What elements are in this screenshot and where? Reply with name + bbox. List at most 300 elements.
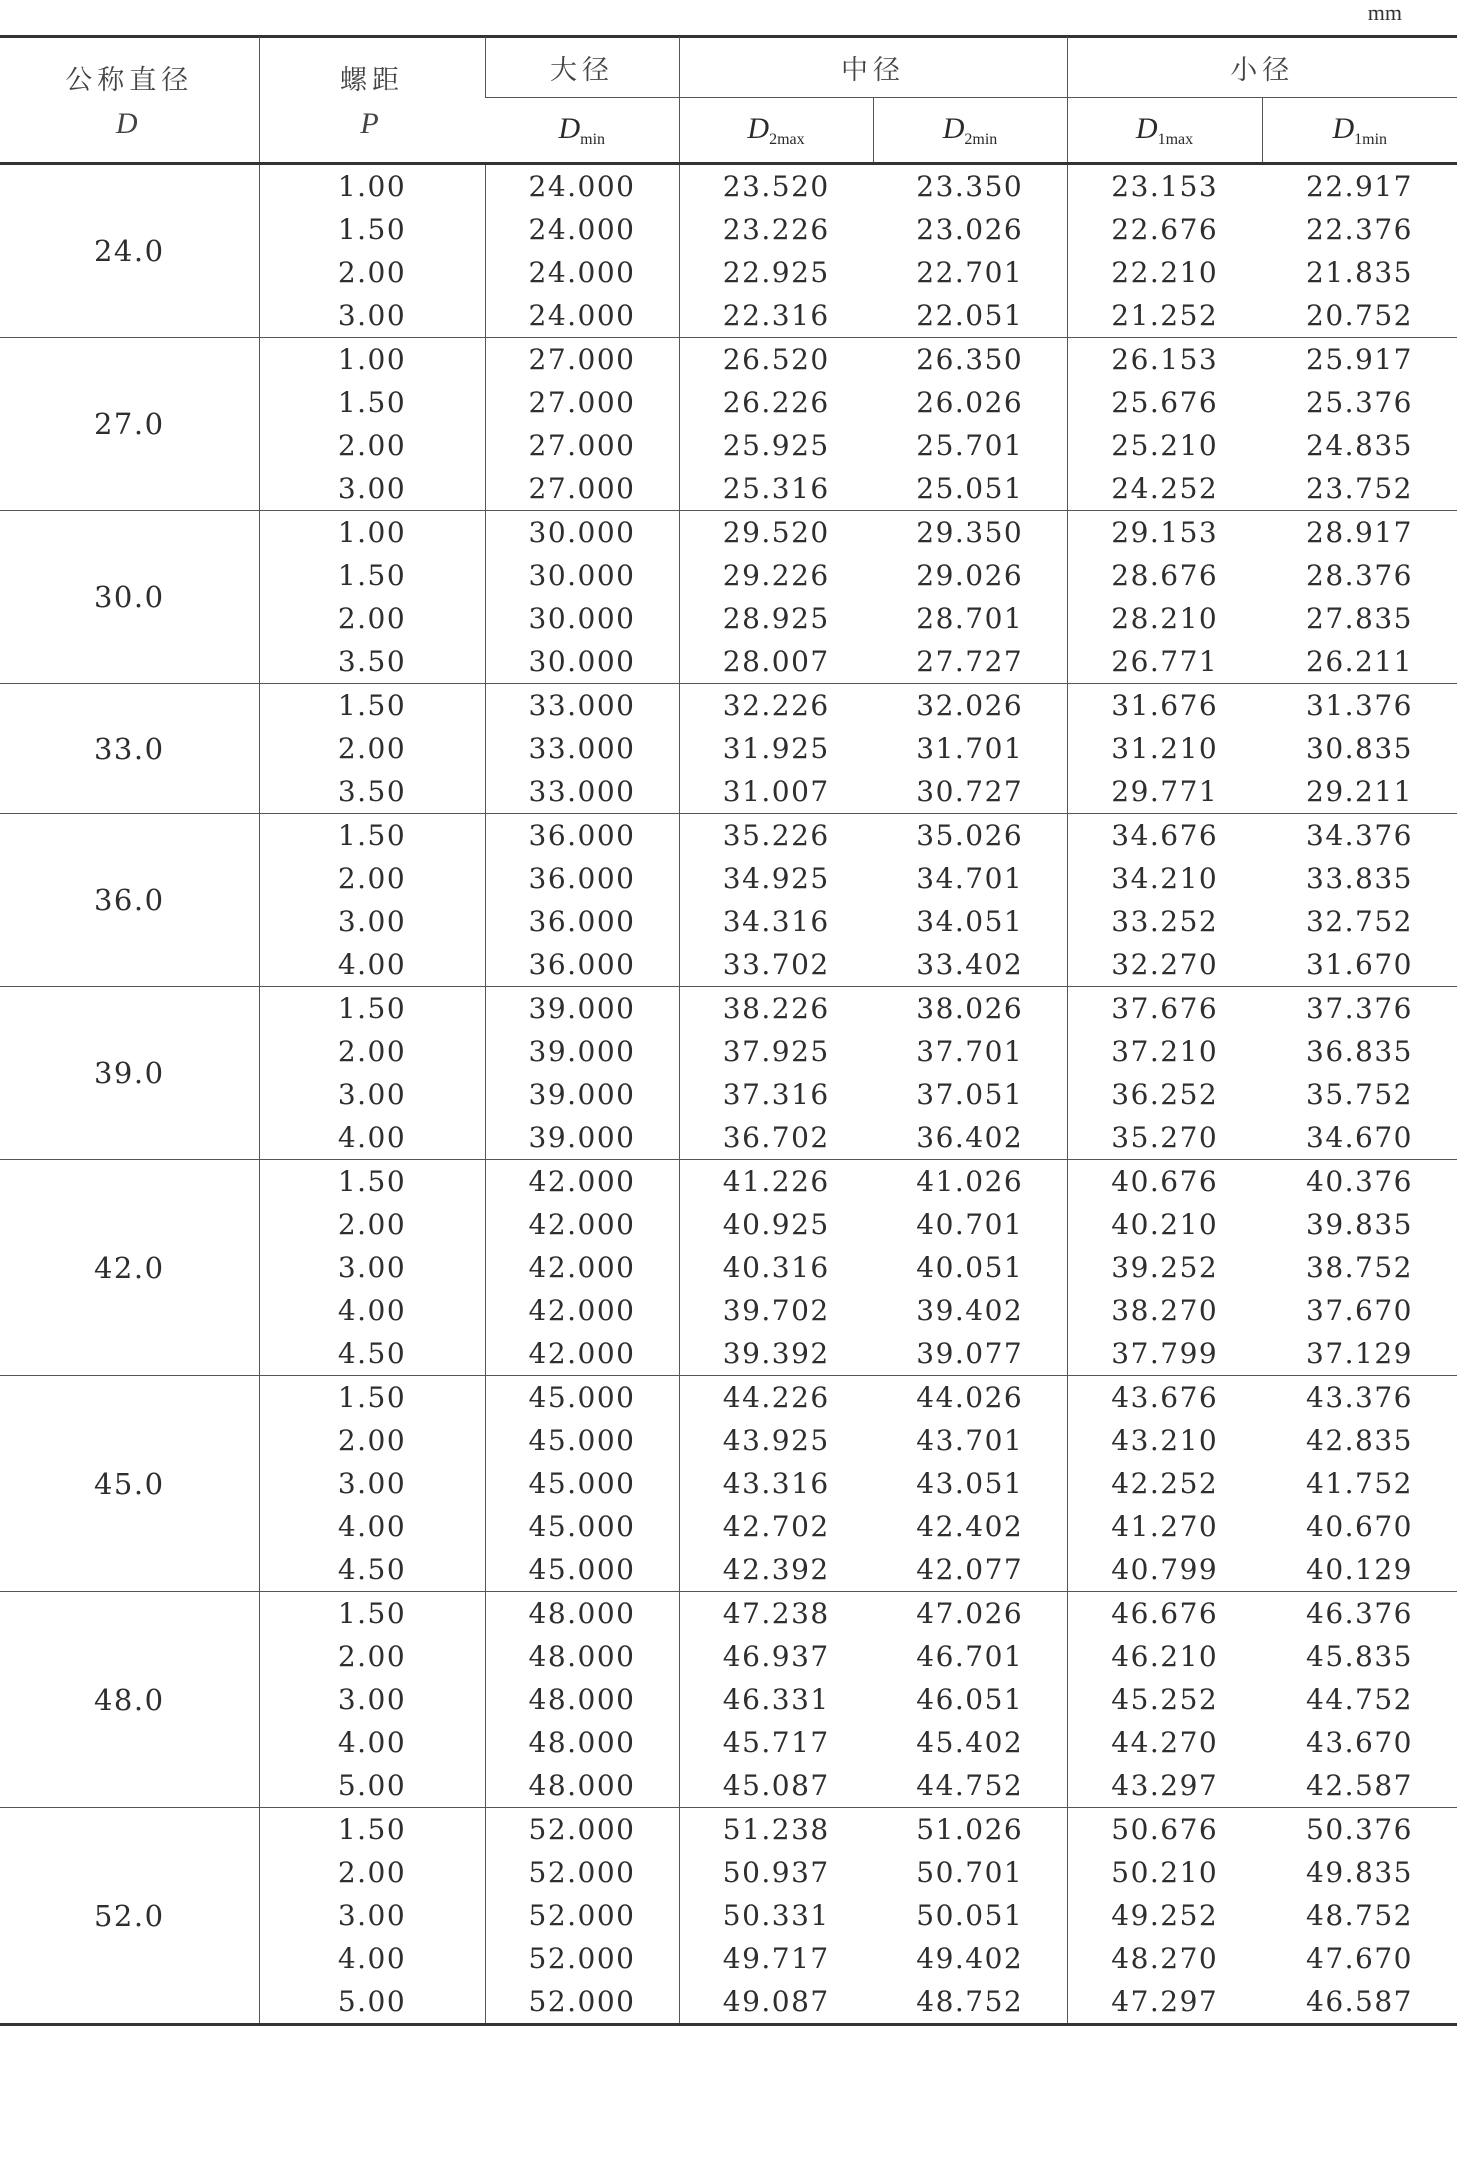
pitch-dia-max-cell: 42.702 [722,1510,830,1543]
thread-dimension-table [0,37,1457,2026]
pitch-cell: 4.50 [259,1332,485,1376]
minor-min-cell: 42.835 [1306,1424,1413,1457]
pitch-cell: 4.00 [259,1289,485,1332]
pitch-dia-max-cell: 23.520 [722,170,830,203]
pitch-dia-max-cell: 45.087 [722,1769,830,1802]
diameter-group [0,511,1457,684]
pitch-dia-max-cell: 33.702 [722,948,830,981]
nominal-diameter-cell: 30.0 [0,511,259,684]
diameter-group [0,338,1457,511]
minor-max-cell: 40.799 [1111,1553,1219,1586]
header-pitch-label: 螺距 [340,65,404,96]
pitch-dia-min-cell: 40.051 [873,1246,1067,1289]
minor-min-cell: 28.917 [1306,516,1413,549]
pitch-dia-min-cell: 37.051 [873,1073,1067,1116]
table-row [0,164,1457,209]
pitch-dia-min-cell: 43.051 [873,1462,1067,1505]
pitch-cell: 5.00 [259,1980,485,2025]
minor-min-cell: 43.670 [1306,1726,1413,1759]
table-row [0,684,1457,728]
pitch-cell: 1.50 [259,1376,485,1420]
pitch-dia-min-cell: 34.051 [873,900,1067,943]
major-min-cell: 48.000 [485,1721,679,1764]
major-min-cell: 30.000 [485,511,679,555]
pitch-dia-min-cell: 23.026 [873,208,1067,251]
major-min-cell: 30.000 [485,554,679,597]
minor-max-cell: 50.676 [1111,1813,1219,1846]
minor-max-cell: 29.153 [1111,516,1219,549]
major-min-cell: 27.000 [485,467,679,511]
header-d1min: $D_{1min}$ [1262,98,1457,164]
table-row [0,1592,1457,1636]
header-d1max: $D_{1max}$ [1067,98,1262,164]
minor-min-cell: 29.211 [1306,775,1413,808]
pitch-cell: 1.00 [259,511,485,555]
minor-max-cell: 21.252 [1111,299,1219,332]
pitch-dia-max-cell: 22.925 [722,256,830,289]
pitch-dia-max-cell: 51.238 [722,1813,830,1846]
nominal-diameter-cell: 33.0 [0,684,259,814]
minor-min-cell: 31.670 [1306,948,1413,981]
major-min-cell: 27.000 [485,338,679,382]
pitch-cell: 1.50 [259,1160,485,1204]
pitch-dia-min-cell: 48.752 [873,1980,1067,2025]
pitch-dia-max-cell: 39.392 [722,1337,830,1370]
pitch-dia-max-cell: 49.717 [722,1942,830,1975]
minor-min-cell: 34.670 [1306,1121,1413,1154]
minor-max-cell: 37.676 [1111,992,1219,1025]
minor-max-cell: 44.270 [1111,1726,1219,1759]
minor-min-cell: 37.670 [1306,1294,1413,1327]
minor-max-cell: 31.210 [1111,732,1219,765]
minor-max-cell: 25.210 [1111,429,1219,462]
minor-min-cell: 46.587 [1306,1985,1413,2018]
pitch-cell: 3.00 [259,1462,485,1505]
pitch-dia-max-cell: 31.925 [722,732,830,765]
pitch-dia-max-cell: 44.226 [722,1381,830,1414]
major-min-cell: 30.000 [485,640,679,684]
pitch-dia-min-cell: 40.701 [873,1203,1067,1246]
minor-max-cell: 22.210 [1111,256,1219,289]
pitch-cell: 3.00 [259,1246,485,1289]
major-min-cell: 45.000 [485,1505,679,1548]
pitch-cell: 2.00 [259,727,485,770]
pitch-dia-min-cell: 27.727 [873,640,1067,684]
pitch-dia-min-cell: 26.350 [873,338,1067,382]
pitch-dia-max-cell: 25.925 [722,429,830,462]
pitch-cell: 2.00 [259,1203,485,1246]
minor-max-cell: 23.153 [1111,170,1219,203]
major-min-cell: 52.000 [485,1894,679,1937]
major-min-cell: 52.000 [485,1937,679,1980]
minor-max-cell: 49.252 [1111,1899,1219,1932]
major-min-cell: 24.000 [485,208,679,251]
pitch-dia-min-cell: 44.752 [873,1764,1067,1808]
minor-max-cell: 39.252 [1111,1251,1219,1284]
minor-min-cell: 21.835 [1306,256,1413,289]
minor-min-cell: 22.917 [1306,170,1413,203]
pitch-dia-max-cell: 29.226 [722,559,830,592]
pitch-cell: 1.50 [259,1808,485,1852]
pitch-dia-min-cell: 28.701 [873,597,1067,640]
pitch-cell: 2.00 [259,251,485,294]
major-min-cell: 42.000 [485,1203,679,1246]
pitch-dia-max-cell: 43.316 [722,1467,830,1500]
pitch-cell: 3.00 [259,1073,485,1116]
major-min-cell: 27.000 [485,381,679,424]
pitch-dia-min-cell: 39.077 [873,1332,1067,1376]
pitch-cell: 2.00 [259,857,485,900]
pitch-dia-max-cell: 26.520 [722,343,830,376]
major-min-cell: 48.000 [485,1592,679,1636]
header-pitch-diameter: 中径 [679,37,1067,98]
pitch-dia-min-cell: 23.350 [873,164,1067,209]
minor-max-cell: 26.771 [1111,645,1219,678]
minor-min-cell: 46.376 [1306,1597,1413,1630]
pitch-dia-min-cell: 51.026 [873,1808,1067,1852]
minor-min-cell: 47.670 [1306,1942,1413,1975]
minor-min-cell: 30.835 [1306,732,1413,765]
minor-max-cell: 31.676 [1111,689,1219,722]
pitch-dia-max-cell: 35.226 [722,819,830,852]
minor-max-cell: 28.210 [1111,602,1219,635]
minor-max-cell: 29.771 [1111,775,1219,808]
major-min-cell: 48.000 [485,1764,679,1808]
minor-max-cell: 46.676 [1111,1597,1219,1630]
minor-max-cell: 42.252 [1111,1467,1219,1500]
table-row [0,814,1457,858]
major-min-cell: 42.000 [485,1160,679,1204]
pitch-cell: 1.50 [259,684,485,728]
major-min-cell: 52.000 [485,1980,679,2025]
nominal-diameter-cell: 52.0 [0,1808,259,2025]
minor-max-cell: 38.270 [1111,1294,1219,1327]
minor-min-cell: 35.752 [1306,1078,1413,1111]
header-nominal-diameter [0,37,259,164]
minor-max-cell: 35.270 [1111,1121,1219,1154]
minor-min-cell: 40.129 [1306,1553,1413,1586]
pitch-dia-max-cell: 22.316 [722,299,830,332]
pitch-dia-min-cell: 39.402 [873,1289,1067,1332]
major-min-cell: 42.000 [485,1246,679,1289]
minor-min-cell: 26.211 [1306,645,1413,678]
minor-max-cell: 24.252 [1111,472,1219,505]
pitch-cell: 4.50 [259,1548,485,1592]
minor-max-cell: 33.252 [1111,905,1219,938]
table-row [0,987,1457,1031]
major-min-cell: 27.000 [485,424,679,467]
pitch-cell: 1.00 [259,164,485,209]
minor-min-cell: 25.917 [1306,343,1413,376]
major-min-cell: 52.000 [485,1851,679,1894]
pitch-cell: 1.50 [259,381,485,424]
pitch-dia-min-cell: 38.026 [873,987,1067,1031]
minor-min-cell: 48.752 [1306,1899,1413,1932]
nominal-diameter-cell: 42.0 [0,1160,259,1376]
pitch-dia-min-cell: 50.701 [873,1851,1067,1894]
minor-max-cell: 34.676 [1111,819,1219,852]
nominal-diameter-cell: 39.0 [0,987,259,1160]
pitch-dia-max-cell: 42.392 [722,1553,830,1586]
header-d2max: $D_{2max}$ [679,98,873,164]
diameter-group [0,1808,1457,2025]
header-nominal-symbol: D [115,107,143,140]
major-min-cell: 45.000 [485,1419,679,1462]
pitch-dia-max-cell: 46.331 [722,1683,830,1716]
pitch-dia-min-cell: 46.701 [873,1635,1067,1678]
minor-max-cell: 46.210 [1111,1640,1219,1673]
pitch-dia-max-cell: 49.087 [722,1985,830,2018]
minor-min-cell: 28.376 [1306,559,1413,592]
minor-min-cell: 38.752 [1306,1251,1413,1284]
major-min-cell: 36.000 [485,857,679,900]
nominal-diameter-cell: 45.0 [0,1376,259,1592]
major-min-cell: 39.000 [485,1116,679,1160]
minor-max-cell: 48.270 [1111,1942,1219,1975]
table-header [0,37,1457,164]
pitch-cell: 4.00 [259,1505,485,1548]
minor-max-cell: 32.270 [1111,948,1219,981]
minor-min-cell: 36.835 [1306,1035,1413,1068]
table-row [0,1160,1457,1204]
major-min-cell: 30.000 [485,597,679,640]
major-min-cell: 24.000 [485,251,679,294]
pitch-cell: 1.50 [259,208,485,251]
pitch-dia-max-cell: 47.238 [722,1597,830,1630]
major-min-cell: 52.000 [485,1808,679,1852]
pitch-cell: 3.00 [259,1678,485,1721]
pitch-cell: 2.00 [259,424,485,467]
pitch-dia-max-cell: 36.702 [722,1121,830,1154]
header-pitch [259,37,485,164]
pitch-dia-min-cell: 46.051 [873,1678,1067,1721]
minor-min-cell: 42.587 [1306,1769,1413,1802]
minor-max-cell: 43.210 [1111,1424,1219,1457]
pitch-dia-min-cell: 37.701 [873,1030,1067,1073]
major-min-cell: 45.000 [485,1376,679,1420]
pitch-dia-max-cell: 50.937 [722,1856,830,1889]
minor-max-cell: 41.270 [1111,1510,1219,1543]
pitch-dia-min-cell: 49.402 [873,1937,1067,1980]
pitch-cell: 4.00 [259,1937,485,1980]
pitch-dia-max-cell: 37.925 [722,1035,830,1068]
pitch-dia-max-cell: 40.316 [722,1251,830,1284]
unit-label: mm [1367,0,1402,25]
minor-max-cell: 37.210 [1111,1035,1219,1068]
table-row [0,338,1457,382]
minor-min-cell: 45.835 [1306,1640,1413,1673]
pitch-dia-min-cell: 22.051 [873,294,1067,338]
pitch-dia-min-cell: 25.051 [873,467,1067,511]
minor-min-cell: 23.752 [1306,472,1413,505]
pitch-cell: 3.00 [259,467,485,511]
major-min-cell: 24.000 [485,164,679,209]
nominal-diameter-cell: 24.0 [0,164,259,338]
pitch-cell: 3.00 [259,900,485,943]
pitch-cell: 2.00 [259,1419,485,1462]
nominal-diameter-cell: 36.0 [0,814,259,987]
pitch-cell: 4.00 [259,1721,485,1764]
pitch-dia-min-cell: 41.026 [873,1160,1067,1204]
minor-min-cell: 25.376 [1306,386,1413,419]
pitch-dia-max-cell: 39.702 [722,1294,830,1327]
pitch-dia-max-cell: 23.226 [722,213,830,246]
pitch-dia-max-cell: 50.331 [722,1899,830,1932]
major-min-cell: 45.000 [485,1548,679,1592]
pitch-dia-min-cell: 32.026 [873,684,1067,728]
pitch-dia-min-cell: 31.701 [873,727,1067,770]
major-min-cell: 45.000 [485,1462,679,1505]
pitch-dia-max-cell: 45.717 [722,1726,830,1759]
diameter-group [0,814,1457,987]
pitch-dia-max-cell: 40.925 [722,1208,830,1241]
header-pitch-symbol: P [360,107,384,140]
minor-min-cell: 40.376 [1306,1165,1413,1198]
minor-min-cell: 39.835 [1306,1208,1413,1241]
pitch-cell: 2.00 [259,597,485,640]
header-d2min: $D_{2min}$ [873,98,1067,164]
pitch-dia-min-cell: 29.026 [873,554,1067,597]
pitch-cell: 3.50 [259,640,485,684]
pitch-cell: 4.00 [259,1116,485,1160]
pitch-cell: 1.50 [259,554,485,597]
pitch-cell: 2.00 [259,1635,485,1678]
table-row [0,1376,1457,1420]
pitch-dia-min-cell: 30.727 [873,770,1067,814]
major-min-cell: 48.000 [485,1635,679,1678]
pitch-dia-min-cell: 44.026 [873,1376,1067,1420]
pitch-cell: 1.50 [259,1592,485,1636]
pitch-cell: 3.50 [259,770,485,814]
table-row [0,511,1457,555]
minor-min-cell: 22.376 [1306,213,1413,246]
diameter-group [0,1592,1457,1808]
major-min-cell: 39.000 [485,987,679,1031]
major-min-cell: 42.000 [485,1289,679,1332]
pitch-cell: 3.00 [259,1894,485,1937]
pitch-cell: 1.50 [259,987,485,1031]
minor-max-cell: 40.210 [1111,1208,1219,1241]
major-min-cell: 39.000 [485,1073,679,1116]
minor-min-cell: 33.835 [1306,862,1413,895]
major-min-cell: 36.000 [485,943,679,987]
pitch-dia-max-cell: 38.226 [722,992,830,1025]
major-min-cell: 24.000 [485,294,679,338]
minor-max-cell: 34.210 [1111,862,1219,895]
pitch-dia-max-cell: 28.925 [722,602,830,635]
minor-max-cell: 43.297 [1111,1769,1219,1802]
pitch-dia-min-cell: 45.402 [873,1721,1067,1764]
pitch-cell: 2.00 [259,1030,485,1073]
pitch-cell: 5.00 [259,1764,485,1808]
major-min-cell: 39.000 [485,1030,679,1073]
pitch-dia-max-cell: 31.007 [722,775,830,808]
minor-max-cell: 22.676 [1111,213,1219,246]
pitch-dia-min-cell: 26.026 [873,381,1067,424]
pitch-dia-max-cell: 46.937 [722,1640,830,1673]
pitch-dia-min-cell: 34.701 [873,857,1067,900]
pitch-dia-max-cell: 28.007 [722,645,830,678]
minor-min-cell: 40.670 [1306,1510,1413,1543]
major-min-cell: 48.000 [485,1678,679,1721]
pitch-dia-min-cell: 47.026 [873,1592,1067,1636]
pitch-cell: 1.00 [259,338,485,382]
pitch-dia-min-cell: 43.701 [873,1419,1067,1462]
pitch-cell: 2.00 [259,1851,485,1894]
diameter-group [0,684,1457,814]
minor-max-cell: 47.297 [1111,1985,1219,2018]
minor-max-cell: 43.676 [1111,1381,1219,1414]
pitch-dia-min-cell: 50.051 [873,1894,1067,1937]
nominal-diameter-cell: 27.0 [0,338,259,511]
minor-max-cell: 45.252 [1111,1683,1219,1716]
major-min-cell: 33.000 [485,684,679,728]
diameter-group [0,164,1457,338]
pitch-dia-min-cell: 22.701 [873,251,1067,294]
header-nominal-label: 公称直径 [65,65,194,96]
pitch-dia-max-cell: 43.925 [722,1424,830,1457]
pitch-dia-max-cell: 34.316 [722,905,830,938]
minor-min-cell: 31.376 [1306,689,1413,722]
minor-max-cell: 40.676 [1111,1165,1219,1198]
header-dmin: $D_{min}$ [485,98,679,164]
pitch-dia-max-cell: 29.520 [722,516,830,549]
pitch-cell: 1.50 [259,814,485,858]
minor-min-cell: 24.835 [1306,429,1413,462]
minor-max-cell: 28.676 [1111,559,1219,592]
pitch-dia-max-cell: 34.925 [722,862,830,895]
pitch-cell: 3.00 [259,294,485,338]
major-min-cell: 42.000 [485,1332,679,1376]
pitch-dia-min-cell: 42.402 [873,1505,1067,1548]
minor-min-cell: 50.376 [1306,1813,1413,1846]
minor-min-cell: 37.376 [1306,992,1413,1025]
pitch-dia-max-cell: 25.316 [722,472,830,505]
minor-min-cell: 44.752 [1306,1683,1413,1716]
minor-max-cell: 37.799 [1111,1337,1219,1370]
pitch-dia-min-cell: 35.026 [873,814,1067,858]
minor-max-cell: 26.153 [1111,343,1219,376]
minor-min-cell: 41.752 [1306,1467,1413,1500]
pitch-dia-min-cell: 33.402 [873,943,1067,987]
minor-max-cell: 25.676 [1111,386,1219,419]
table-row [0,1808,1457,1852]
minor-min-cell: 49.835 [1306,1856,1413,1889]
diameter-group [0,1376,1457,1592]
pitch-dia-min-cell: 29.350 [873,511,1067,555]
minor-min-cell: 43.376 [1306,1381,1413,1414]
pitch-dia-min-cell: 36.402 [873,1116,1067,1160]
minor-min-cell: 32.752 [1306,905,1413,938]
header-minor-diameter: 小径 [1067,37,1457,98]
header-major-diameter: 大径 [485,37,679,98]
nominal-diameter-cell: 48.0 [0,1592,259,1808]
major-min-cell: 33.000 [485,727,679,770]
pitch-dia-max-cell: 32.226 [722,689,830,722]
major-min-cell: 33.000 [485,770,679,814]
minor-min-cell: 37.129 [1306,1337,1413,1370]
minor-min-cell: 20.752 [1306,299,1413,332]
minor-min-cell: 27.835 [1306,602,1413,635]
pitch-dia-min-cell: 42.077 [873,1548,1067,1592]
pitch-dia-max-cell: 41.226 [722,1165,830,1198]
pitch-cell: 4.00 [259,943,485,987]
pitch-dia-max-cell: 37.316 [722,1078,830,1111]
pitch-dia-max-cell: 26.226 [722,386,830,419]
pitch-dia-min-cell: 25.701 [873,424,1067,467]
diameter-group [0,1160,1457,1376]
diameter-group [0,987,1457,1160]
